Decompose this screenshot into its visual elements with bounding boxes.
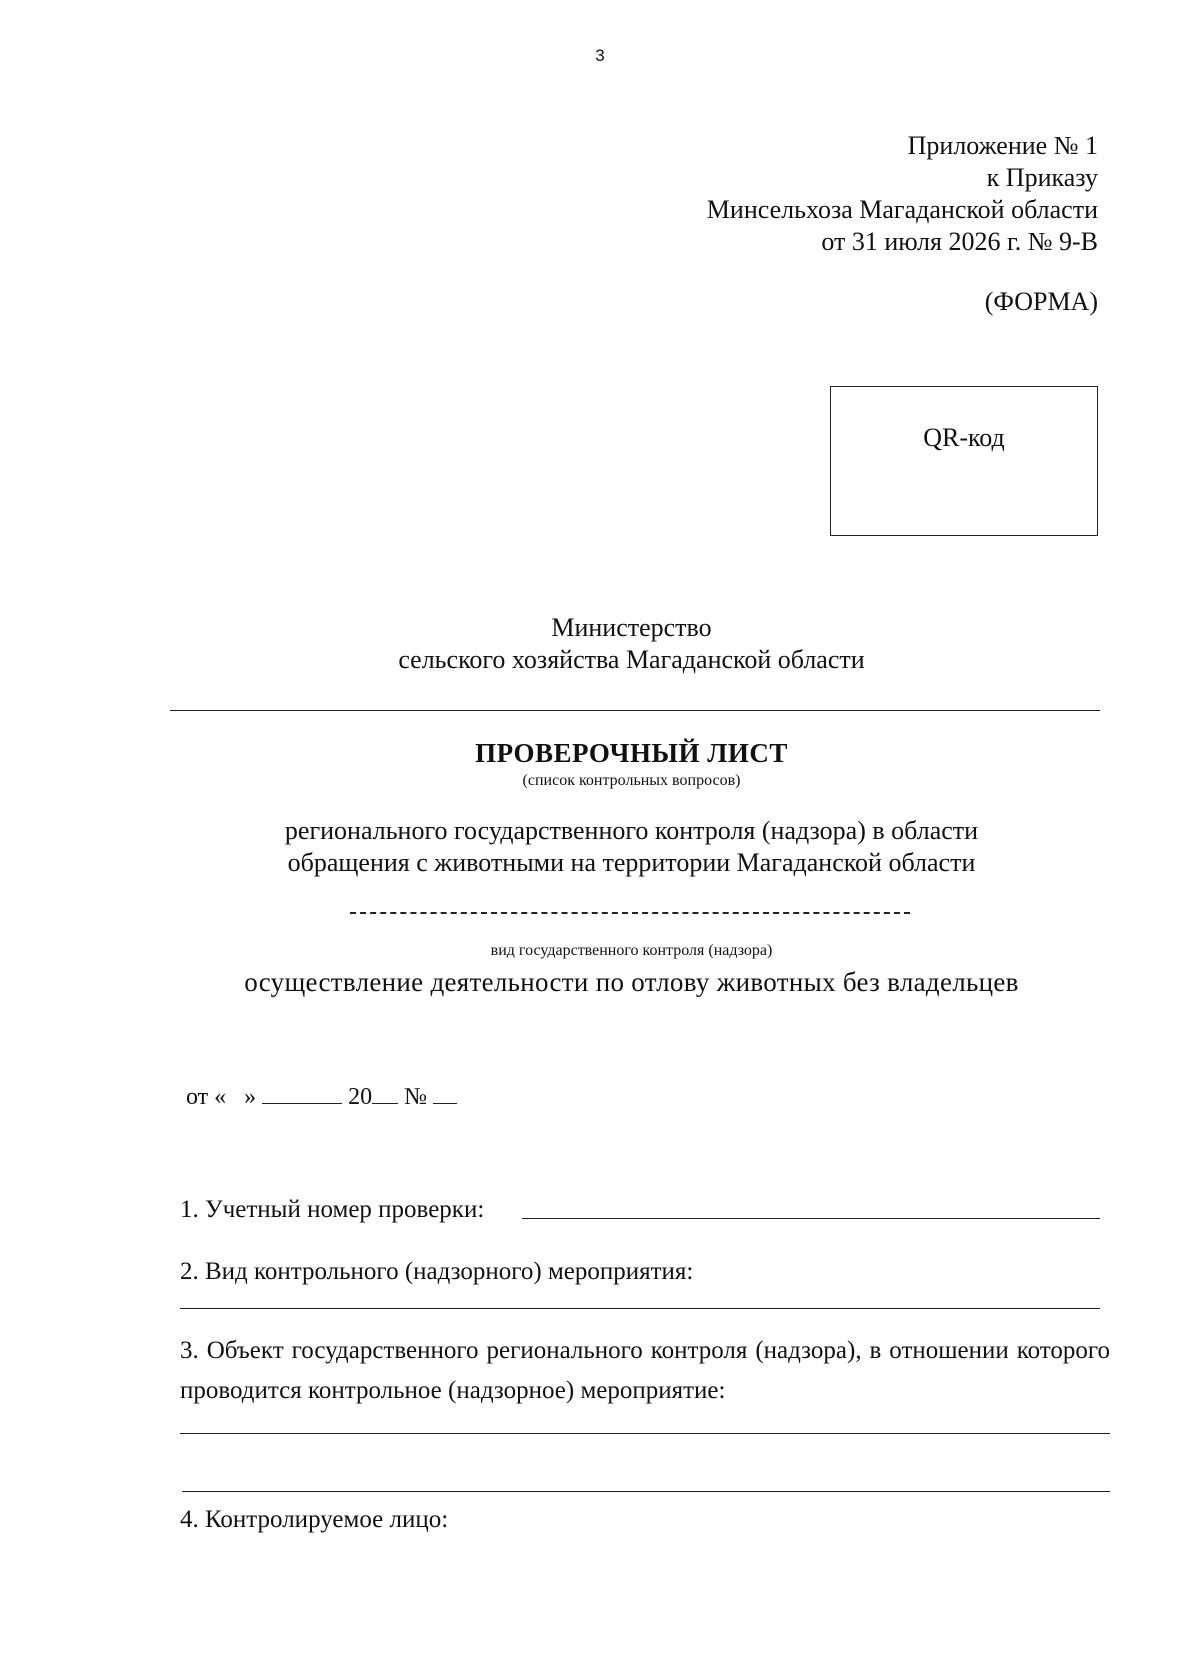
appendix-line: Приложение № 1 [907, 131, 1098, 160]
year-blank[interactable] [372, 1083, 398, 1104]
document-title: ПРОВЕРОЧНЫЙ ЛИСТ [475, 738, 788, 768]
qr-code-box [830, 386, 1098, 536]
item-2-blank[interactable] [180, 1308, 1100, 1309]
number-sign: № [404, 1084, 428, 1110]
control-name-line: регионального государственного контроля (надзора) в области [284, 816, 979, 845]
item-2-label: 2. Вид контрольного (надзорного) мероприятия: [180, 1258, 694, 1285]
activity-type: осуществление деятельности по отлову животных без владельцев [244, 967, 1019, 997]
control-type-dashed-line [350, 912, 910, 914]
appendix-line: Минсельхоза Магаданской области [706, 195, 1098, 224]
document-subtitle: (список контрольных вопросов) [522, 772, 741, 789]
qr-code-label: QR-код [923, 423, 1005, 452]
ministry-name [0, 612, 1200, 676]
date-line [186, 1083, 457, 1111]
ministry-line: Министерство [551, 613, 712, 642]
header-divider [170, 710, 1100, 711]
appendix-line: к Приказу [986, 163, 1098, 192]
item-3-label: 3. Объект государственного регионального контроля (надзора), в отношении которого проводится контрольное (надзорное) мероприятие: [180, 1337, 1110, 1404]
item-3-blank[interactable] [182, 1491, 1110, 1492]
date-from-label: от « » [186, 1084, 257, 1110]
item-4-label: 4. Контролируемое лицо: [180, 1506, 449, 1533]
ministry-line: сельского хозяйства Магаданской области [398, 645, 865, 674]
year-prefix: 20 [348, 1084, 373, 1110]
item-3-blank[interactable] [180, 1433, 1110, 1434]
page-number: 3 [595, 46, 605, 65]
form-label: (ФОРМА) [984, 287, 1098, 316]
appendix-line: от 31 июля 2026 г. № 9-В [821, 227, 1098, 256]
month-blank[interactable] [262, 1083, 342, 1104]
control-type-caption: вид государственного контроля (надзора) [490, 942, 773, 959]
control-name [0, 815, 1200, 879]
item-1-blank[interactable] [522, 1218, 1100, 1219]
appendix-header [707, 130, 1098, 258]
control-name-line: обращения с животными на территории Магаданской области [287, 848, 976, 877]
item-1-label: 1. Учетный номер проверки: [180, 1196, 485, 1223]
number-blank[interactable] [433, 1083, 457, 1104]
